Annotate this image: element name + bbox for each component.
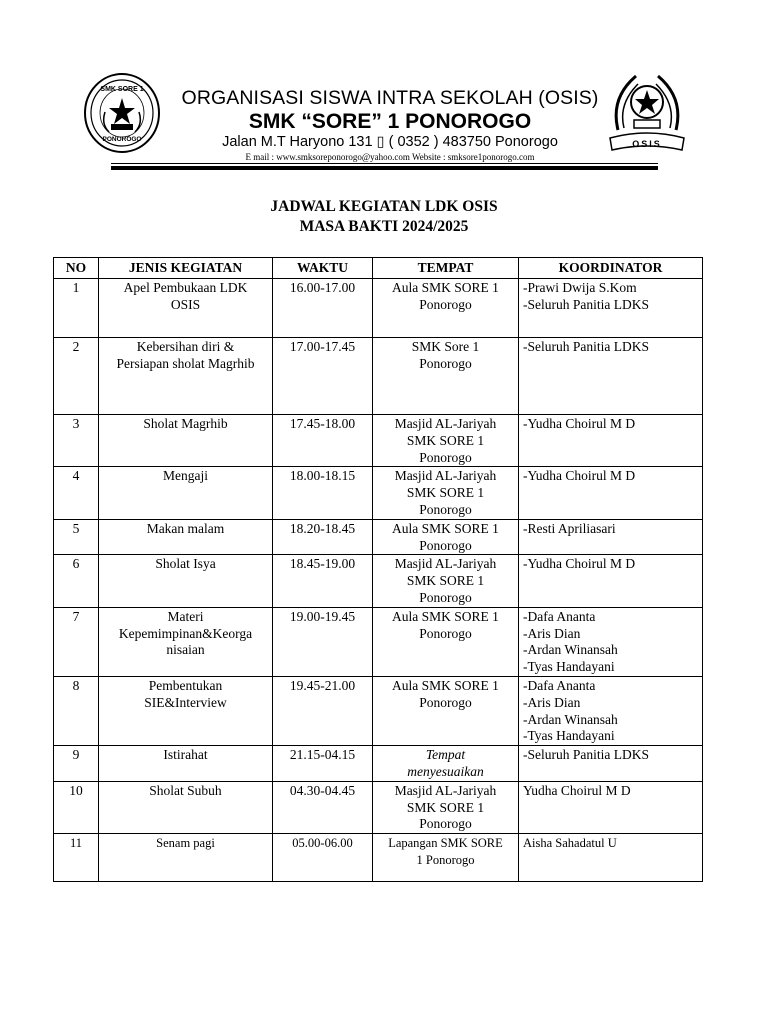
cell-place: Masjid AL-Jariyah SMK SORE 1 Ponorogo — [373, 555, 519, 607]
header-coordinator: KOORDINATOR — [519, 258, 703, 279]
cell-coordinator: -Yudha Choirul M D — [519, 467, 703, 519]
header-no: NO — [54, 258, 99, 279]
cell-activity: Pembentukan SIE&Interview — [99, 676, 273, 745]
cell-activity: Istirahat — [99, 746, 273, 782]
cell-no: 11 — [54, 834, 99, 882]
table-row — [54, 746, 703, 782]
cell-place: Aula SMK SORE 1 Ponorogo — [373, 676, 519, 745]
cell-no: 6 — [54, 555, 99, 607]
table-header-row — [54, 258, 703, 279]
cell-no: 10 — [54, 781, 99, 833]
svg-text:SMK SORE 1: SMK SORE 1 — [100, 86, 144, 93]
table-row — [54, 834, 703, 882]
cell-time: 16.00-17.00 — [273, 279, 373, 338]
cell-no: 5 — [54, 519, 99, 555]
letterhead-rule-thick — [111, 166, 658, 170]
cell-place: Lapangan SMK SORE 1 Ponorogo — [373, 834, 519, 882]
cell-activity: Sholat Subuh — [99, 781, 273, 833]
cell-time: 21.15-04.15 — [273, 746, 373, 782]
school-name: SMK “SORE” 1 PONOROGO — [248, 110, 532, 133]
table-row — [54, 555, 703, 607]
cell-activity: Sholat Magrhib — [99, 415, 273, 467]
cell-activity: Kebersihan diri & Persiapan sholat Magrhib — [99, 338, 273, 415]
header-place: TEMPAT — [373, 258, 519, 279]
cell-place: Masjid AL-Jariyah SMK SORE 1 Ponorogo — [373, 415, 519, 467]
school-address: Jalan M.T Haryono 131 ▯ ( 0352 ) 483750 Ponorogo — [222, 134, 558, 150]
cell-coordinator: -Resti Apriliasari — [519, 519, 703, 555]
cell-time: 17.45-18.00 — [273, 415, 373, 467]
cell-time: 19.45-21.00 — [273, 676, 373, 745]
cell-coordinator: -Yudha Choirul M D — [519, 555, 703, 607]
organization-name: ORGANISASI SISWA INTRA SEKOLAH (OSIS) — [181, 87, 599, 109]
cell-place: Tempat menyesuaikan — [373, 746, 519, 782]
schedule-table — [53, 257, 703, 882]
table-row — [54, 338, 703, 415]
cell-activity: Mengaji — [99, 467, 273, 519]
cell-no: 4 — [54, 467, 99, 519]
cell-coordinator: -Prawi Dwija S.Kom -Seluruh Panitia LDKS — [519, 279, 703, 338]
cell-no: 8 — [54, 676, 99, 745]
cell-time: 04.30-04.45 — [273, 781, 373, 833]
cell-activity: Materi Kepemimpinan&Keorga nisaian — [99, 607, 273, 676]
cell-no: 2 — [54, 338, 99, 415]
cell-activity: Sholat Isya — [99, 555, 273, 607]
school-logo — [83, 72, 161, 154]
cell-coordinator: Aisha Sahadatul U — [519, 834, 703, 882]
cell-time: 19.00-19.45 — [273, 607, 373, 676]
cell-coordinator: Yudha Choirul M D — [519, 781, 703, 833]
cell-activity: Senam pagi — [99, 834, 273, 882]
header-activity: JENIS KEGIATAN — [99, 258, 273, 279]
document-title: JADWAL KEGIATAN LDK OSIS — [270, 198, 498, 215]
letterhead-rule-thin — [111, 163, 658, 164]
cell-no: 9 — [54, 746, 99, 782]
cell-no: 7 — [54, 607, 99, 676]
cell-time: 18.45-19.00 — [273, 555, 373, 607]
osis-logo-label: OSIS — [632, 139, 662, 149]
cell-place: Aula SMK SORE 1 Ponorogo — [373, 519, 519, 555]
table-row — [54, 415, 703, 467]
cell-time: 05.00-06.00 — [273, 834, 373, 882]
cell-coordinator: -Dafa Ananta -Aris Dian -Ardan Winansah -Tyas Handayani — [519, 607, 703, 676]
cell-activity: Apel Pembukaan LDK OSIS — [99, 279, 273, 338]
table-row — [54, 607, 703, 676]
school-contact: E mail : www.smksoreponorogo@yahoo.com Website : smksore1ponorogo.com — [245, 152, 535, 162]
cell-coordinator: -Seluruh Panitia LDKS — [519, 746, 703, 782]
table-row — [54, 467, 703, 519]
cell-time: 17.00-17.45 — [273, 338, 373, 415]
svg-text:PONOROGO: PONOROGO — [102, 136, 142, 143]
cell-time: 18.00-18.15 — [273, 467, 373, 519]
cell-place: Aula SMK SORE 1 Ponorogo — [373, 607, 519, 676]
cell-place: Masjid AL-Jariyah SMK SORE 1 Ponorogo — [373, 467, 519, 519]
cell-place: SMK Sore 1 Ponorogo — [373, 338, 519, 415]
cell-no: 3 — [54, 415, 99, 467]
cell-coordinator: -Dafa Ananta -Aris Dian -Ardan Winansah -Tyas Handayani — [519, 676, 703, 745]
cell-coordinator: -Yudha Choirul M D — [519, 415, 703, 467]
table-row — [54, 279, 703, 338]
cell-place: Masjid AL-Jariyah SMK SORE 1 Ponorogo — [373, 781, 519, 833]
header-time: WAKTU — [273, 258, 373, 279]
table-row — [54, 519, 703, 555]
table-row — [54, 676, 703, 745]
document-subtitle: MASA BAKTI 2024/2025 — [299, 218, 469, 235]
cell-coordinator: -Seluruh Panitia LDKS — [519, 338, 703, 415]
cell-place: Aula SMK SORE 1 Ponorogo — [373, 279, 519, 338]
table-row — [54, 781, 703, 833]
cell-time: 18.20-18.45 — [273, 519, 373, 555]
cell-no: 1 — [54, 279, 99, 338]
cell-activity: Makan malam — [99, 519, 273, 555]
